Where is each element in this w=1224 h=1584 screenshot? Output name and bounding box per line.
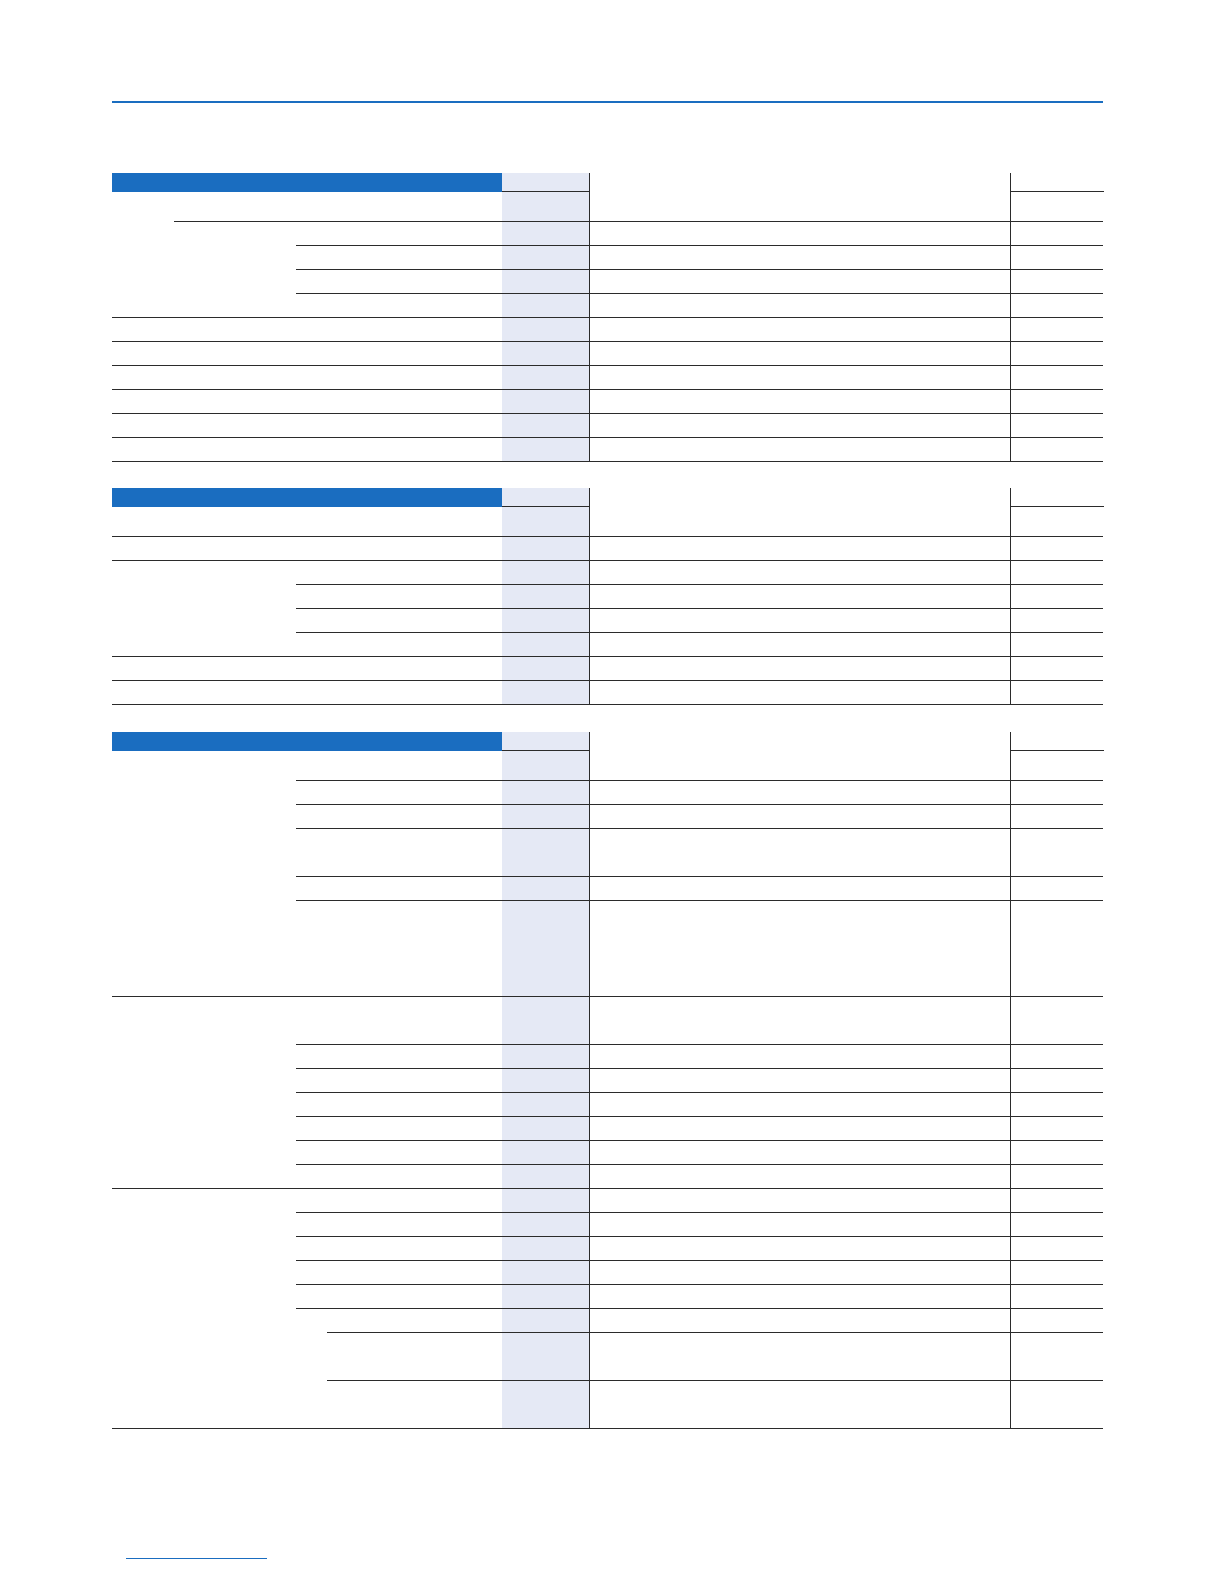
right-column-cell bbox=[1010, 901, 1104, 997]
right-column-cell bbox=[1010, 877, 1104, 901]
right-column-cell bbox=[1010, 585, 1104, 609]
spec-table-2 bbox=[112, 488, 1103, 705]
right-column-cell bbox=[1010, 1309, 1104, 1333]
table-row bbox=[112, 609, 1103, 633]
table-row bbox=[112, 1285, 1103, 1309]
shaded-column-cell bbox=[502, 537, 590, 561]
right-column-cell bbox=[1010, 366, 1104, 390]
shaded-column-cell bbox=[502, 488, 590, 507]
shaded-column-cell bbox=[502, 609, 590, 633]
table-row bbox=[112, 1117, 1103, 1141]
right-column-cell bbox=[1010, 1141, 1104, 1165]
shaded-column-cell bbox=[502, 414, 590, 438]
table-row bbox=[112, 222, 1103, 246]
right-column-cell bbox=[1010, 805, 1104, 829]
right-column-cell bbox=[1010, 1117, 1104, 1141]
section-header-bar bbox=[112, 173, 502, 192]
right-column-cell bbox=[1010, 732, 1104, 751]
shaded-column-cell bbox=[502, 829, 590, 877]
table-row bbox=[112, 192, 1103, 222]
table-row bbox=[112, 877, 1103, 901]
spec-table-1 bbox=[112, 173, 1103, 462]
right-column-cell bbox=[1010, 222, 1104, 246]
shaded-column-cell bbox=[502, 585, 590, 609]
shaded-column-cell bbox=[502, 366, 590, 390]
right-column-cell bbox=[1010, 781, 1104, 805]
table-header-row bbox=[112, 173, 1103, 192]
shaded-column-cell bbox=[502, 1141, 590, 1165]
right-column-cell bbox=[1010, 173, 1104, 192]
table-row bbox=[112, 390, 1103, 414]
shaded-column-cell bbox=[502, 222, 590, 246]
shaded-column-cell bbox=[502, 1381, 590, 1429]
right-column-cell bbox=[1010, 657, 1104, 681]
shaded-column-cell bbox=[502, 1189, 590, 1213]
table-row bbox=[112, 997, 1103, 1045]
shaded-column-cell bbox=[502, 1237, 590, 1261]
shaded-column-cell bbox=[502, 318, 590, 342]
table-header-row bbox=[112, 488, 1103, 507]
right-column-cell bbox=[1010, 561, 1104, 585]
table-row bbox=[112, 318, 1103, 342]
shaded-column-cell bbox=[502, 1333, 590, 1381]
table-row bbox=[112, 1333, 1103, 1381]
table-row bbox=[112, 1237, 1103, 1261]
right-column-cell bbox=[1010, 1045, 1104, 1069]
table-row bbox=[112, 633, 1103, 657]
right-column-cell bbox=[1010, 1189, 1104, 1213]
shaded-column-cell bbox=[502, 681, 590, 705]
table-row bbox=[112, 270, 1103, 294]
shaded-column-cell bbox=[502, 1285, 590, 1309]
table-row bbox=[112, 1261, 1103, 1285]
shaded-column-cell bbox=[502, 633, 590, 657]
shaded-column-cell bbox=[502, 732, 590, 751]
right-column-cell bbox=[1010, 270, 1104, 294]
table-row bbox=[112, 1045, 1103, 1069]
table-row bbox=[112, 657, 1103, 681]
shaded-column-cell bbox=[502, 507, 590, 537]
table-row bbox=[112, 1165, 1103, 1189]
shaded-column-cell bbox=[502, 657, 590, 681]
shaded-column-cell bbox=[502, 1117, 590, 1141]
header-rule bbox=[112, 101, 1103, 103]
shaded-column-cell bbox=[502, 438, 590, 462]
shaded-column-cell bbox=[502, 877, 590, 901]
right-column-cell bbox=[1010, 488, 1104, 507]
right-column-cell bbox=[1010, 681, 1104, 705]
table-row bbox=[112, 1381, 1103, 1429]
right-column-cell bbox=[1010, 507, 1104, 537]
shaded-column-cell bbox=[502, 561, 590, 585]
table-row bbox=[112, 1189, 1103, 1213]
spec-table-3 bbox=[112, 732, 1103, 1429]
right-column-cell bbox=[1010, 318, 1104, 342]
table-row bbox=[112, 1213, 1103, 1237]
table-row bbox=[112, 561, 1103, 585]
right-column-cell bbox=[1010, 633, 1104, 657]
shaded-column-cell bbox=[502, 192, 590, 222]
shaded-column-cell bbox=[502, 294, 590, 318]
right-column-cell bbox=[1010, 1261, 1104, 1285]
right-column-cell bbox=[1010, 829, 1104, 877]
table-row bbox=[112, 537, 1103, 561]
table-row bbox=[112, 342, 1103, 366]
right-column-cell bbox=[1010, 1381, 1104, 1429]
table-header-row bbox=[112, 732, 1103, 751]
row-rule bbox=[112, 1428, 1103, 1429]
right-column-cell bbox=[1010, 390, 1104, 414]
shaded-column-cell bbox=[502, 1213, 590, 1237]
row-rule bbox=[112, 704, 1103, 705]
table-row bbox=[112, 681, 1103, 705]
right-column-cell bbox=[1010, 997, 1104, 1045]
table-row bbox=[112, 805, 1103, 829]
table-row bbox=[112, 246, 1103, 270]
table-row bbox=[112, 751, 1103, 781]
table-row bbox=[112, 781, 1103, 805]
right-column-cell bbox=[1010, 1333, 1104, 1381]
table-row bbox=[112, 829, 1103, 877]
right-column-cell bbox=[1010, 1093, 1104, 1117]
section-header-bar bbox=[112, 488, 502, 507]
right-column-cell bbox=[1010, 192, 1104, 222]
right-column-cell bbox=[1010, 294, 1104, 318]
shaded-column-cell bbox=[502, 342, 590, 366]
table-row bbox=[112, 1309, 1103, 1333]
shaded-column-cell bbox=[502, 1093, 590, 1117]
table-row bbox=[112, 1069, 1103, 1093]
shaded-column-cell bbox=[502, 270, 590, 294]
table-row bbox=[112, 901, 1103, 997]
table-row bbox=[112, 366, 1103, 390]
shaded-column-cell bbox=[502, 997, 590, 1045]
right-column-cell bbox=[1010, 1285, 1104, 1309]
shaded-column-cell bbox=[502, 246, 590, 270]
table-row bbox=[112, 438, 1103, 462]
shaded-column-cell bbox=[502, 805, 590, 829]
shaded-column-cell bbox=[502, 1069, 590, 1093]
table-row bbox=[112, 1141, 1103, 1165]
right-column-cell bbox=[1010, 342, 1104, 366]
shaded-column-cell bbox=[502, 781, 590, 805]
right-column-cell bbox=[1010, 537, 1104, 561]
row-rule bbox=[112, 461, 1103, 462]
table-row bbox=[112, 294, 1103, 318]
right-column-cell bbox=[1010, 438, 1104, 462]
shaded-column-cell bbox=[502, 1309, 590, 1333]
footer-rule bbox=[126, 1558, 267, 1559]
shaded-column-cell bbox=[502, 173, 590, 192]
shaded-column-cell bbox=[502, 390, 590, 414]
right-column-cell bbox=[1010, 246, 1104, 270]
table-row bbox=[112, 507, 1103, 537]
shaded-column-cell bbox=[502, 1045, 590, 1069]
right-column-cell bbox=[1010, 1069, 1104, 1093]
table-row bbox=[112, 585, 1103, 609]
shaded-column-cell bbox=[502, 751, 590, 781]
right-column-cell bbox=[1010, 1213, 1104, 1237]
table-row bbox=[112, 414, 1103, 438]
section-header-bar bbox=[112, 732, 502, 751]
shaded-column-cell bbox=[502, 901, 590, 997]
shaded-column-cell bbox=[502, 1261, 590, 1285]
shaded-column-cell bbox=[502, 1165, 590, 1189]
right-column-cell bbox=[1010, 1165, 1104, 1189]
right-column-cell bbox=[1010, 751, 1104, 781]
table-row bbox=[112, 1093, 1103, 1117]
right-column-cell bbox=[1010, 414, 1104, 438]
right-column-cell bbox=[1010, 1237, 1104, 1261]
right-column-cell bbox=[1010, 609, 1104, 633]
